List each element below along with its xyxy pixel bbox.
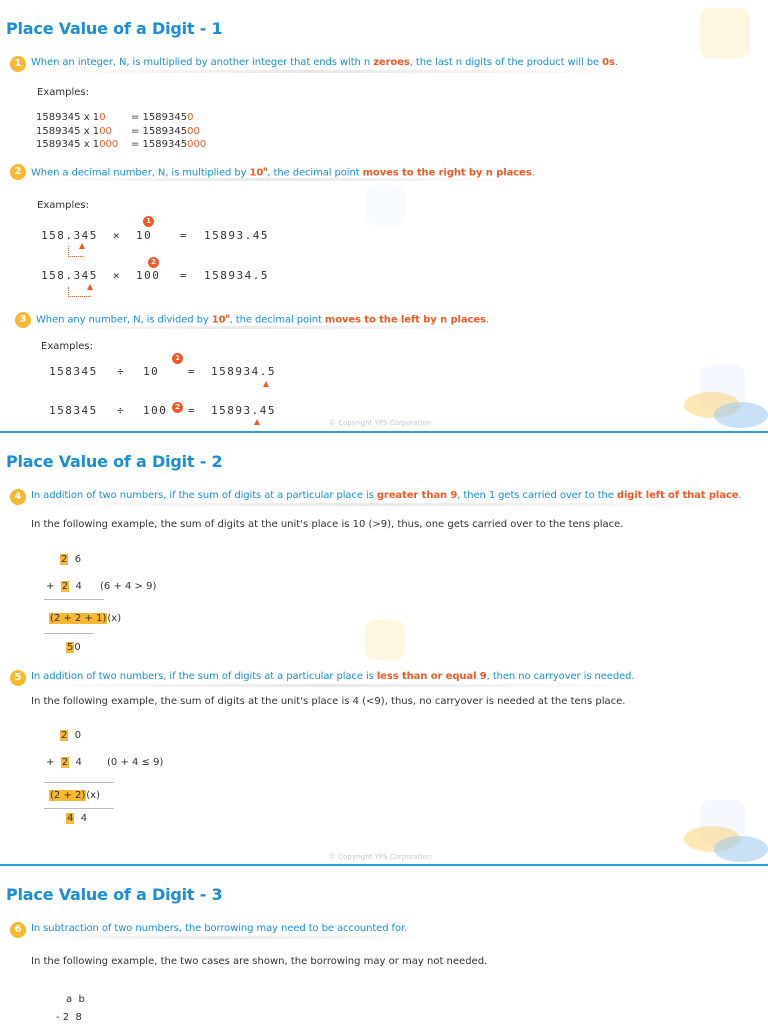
rule5-text (31, 671, 634, 682)
example-left: 1589345 x 1 (36, 112, 100, 123)
rule3-text-b: 10 (211, 314, 226, 326)
rule2-text-sup: n (263, 166, 268, 173)
section-divider (0, 864, 768, 866)
addend1 (60, 554, 81, 565)
rule4-text-c: , then 1 gets carried over to the (457, 490, 617, 501)
subtrahend: - 2 8 (56, 1012, 82, 1023)
rule5-description: In the following example, the sum of digits at the unit's place is 4 (<9), thus, no carryover is needed at the tens place. (31, 696, 626, 707)
result-tens: 5 (67, 642, 74, 653)
watermark-logo (365, 620, 405, 660)
mul-eq: = (180, 269, 189, 282)
rule3-text (36, 313, 489, 325)
rule6-text (31, 923, 407, 934)
example-right-zeros: 00 (187, 126, 200, 137)
examples3-label: Examples: (41, 341, 93, 352)
copyright-text: © Copyright YPS Corporation (329, 419, 432, 427)
watermark-ellipse (714, 402, 768, 428)
example-result (131, 126, 200, 137)
div-op: ÷ (117, 365, 126, 378)
section1-title: Place Value of a Digit - 1 (6, 19, 223, 38)
examples2-label: Examples: (37, 200, 89, 211)
addend2 (46, 581, 82, 592)
watermark-logo (365, 185, 405, 225)
addend1 (60, 730, 81, 741)
arrow-up-icon (87, 284, 93, 290)
units-digit: 4 (75, 581, 82, 592)
example-left-zeros: 000 (99, 139, 119, 150)
rule1-text-a: When an integer, N, is multiplied by another integer that ends with n (31, 57, 374, 68)
copyright-text: © Copyright YPS Corporation (329, 853, 432, 861)
rule3-underline (25, 326, 465, 329)
rule6-underline (20, 936, 415, 939)
rule4-text-a: In addition of two numbers, if the sum of digits at a particular place is (31, 490, 377, 501)
example-right: = 1589345 (131, 112, 188, 123)
rule2-text-c: , the decimal point (267, 167, 363, 179)
div-result: 15893.45 (211, 404, 276, 417)
mul-m: 100 (136, 269, 161, 282)
rule2-underline (20, 178, 510, 181)
sum-note: (6 + 4 > 9) (100, 581, 157, 592)
rule5-text-a: In addition of two numbers, if the sum of digits at a particular place is (31, 671, 377, 682)
div-result: 158934.5 (211, 365, 276, 378)
rule4-text (31, 490, 742, 501)
watermark-logo (700, 8, 750, 58)
rule6-text-a: In subtraction of two numbers, the borrowing may need to be accounted for. (31, 923, 408, 934)
rule4-text-d: digit left of that place (616, 490, 739, 501)
mul-n: 158.345 (41, 229, 98, 242)
mul-m: 10 (136, 229, 153, 242)
rule3-text-a: When any number, N, is divided by (36, 314, 212, 326)
example-left-zeros: 0 (99, 112, 106, 123)
arrow-up-icon (254, 419, 260, 425)
sum-result (66, 813, 87, 824)
rule5-text-c: , then no carryover is needed. (486, 671, 635, 682)
carry-x: (x) (86, 790, 100, 801)
example-line (36, 126, 112, 137)
sum-line (44, 599, 104, 600)
rule2-text-b: 10 (249, 167, 264, 179)
arrow-up-icon (263, 381, 269, 387)
example-right-zeros: 0 (187, 112, 194, 123)
example-right: = 1589345 (131, 139, 188, 150)
result-line (44, 633, 94, 634)
example-left: 1589345 x 1 (36, 126, 100, 137)
units-digit: 6 (74, 554, 82, 565)
carry-value: (2 + 2) (50, 790, 86, 801)
rule3-number: 3 (15, 312, 31, 328)
section2-title: Place Value of a Digit - 2 (6, 452, 223, 471)
rule1-text-e: . (614, 57, 618, 68)
example-right: = 1589345 (131, 126, 188, 137)
step-badge: 1 (172, 353, 183, 364)
div-n: 158345 (49, 365, 98, 378)
carry-x: (x) (107, 613, 122, 624)
rule2-text (31, 166, 535, 178)
example-result (131, 112, 193, 123)
mul-eq: = (180, 229, 189, 242)
tens-digit: 2 (61, 757, 69, 768)
mul-result: 15893.45 (204, 229, 269, 242)
example-right-zeros: 000 (187, 139, 207, 150)
div-n: 158345 (49, 404, 98, 417)
example-left: 1589345 x 1 (36, 139, 100, 150)
plus-sign: + (46, 581, 55, 592)
step-badge: 1 (143, 216, 154, 227)
step-badge: 2 (148, 257, 159, 268)
result-units: 0 (74, 642, 81, 653)
carry-expression (49, 790, 100, 801)
rule2-number: 2 (10, 164, 26, 180)
minuend: a b (66, 994, 85, 1005)
div-eq: = (188, 404, 197, 417)
units-digit: 0 (74, 730, 82, 741)
rule4-number: 4 (10, 489, 26, 505)
div-m: 100 (143, 404, 168, 417)
rule3-text-sup: n (225, 313, 230, 320)
rule4-underline (20, 503, 710, 506)
addend2 (46, 757, 82, 768)
sum-line (44, 782, 114, 783)
mul-op: × (113, 269, 122, 282)
example-result (131, 139, 206, 150)
examples-label: Examples: (37, 87, 89, 98)
rule3-text-e: . (485, 314, 489, 326)
rule1-text (31, 57, 618, 68)
section3-title: Place Value of a Digit - 3 (6, 885, 223, 904)
mul-n: 158.345 (41, 269, 98, 282)
rule5-number: 5 (10, 670, 26, 686)
rule6-description: In the following example, the two cases are shown, the borrowing may or may not needed. (31, 956, 488, 967)
step-badge: 2 (172, 402, 183, 413)
div-op: ÷ (117, 404, 126, 417)
sum-note: (0 + 4 ≤ 9) (107, 757, 164, 768)
carry-expression (49, 613, 121, 624)
tens-digit: 2 (61, 730, 68, 741)
rule4-text-e: . (738, 490, 742, 501)
rule2-text-a: When a decimal number, N, is multiplied by (31, 167, 250, 179)
rule2-text-e: . (531, 167, 535, 179)
rule1-text-d: 0s (602, 57, 615, 68)
watermark-ellipse (714, 836, 768, 862)
section-divider (0, 431, 768, 433)
rule1-number: 1 (10, 56, 26, 72)
rule5-underline (20, 684, 620, 687)
result-line (44, 808, 114, 809)
mul-op: × (113, 229, 122, 242)
sum-result (66, 642, 81, 653)
rule3-text-c: , the decimal point (229, 314, 325, 326)
plus-sign: + (46, 757, 55, 768)
rule2-text-d: moves to the right by n places (362, 167, 532, 179)
result-tens: 4 (67, 813, 74, 824)
tens-digit: 2 (61, 554, 68, 565)
arrow-up-icon (79, 243, 85, 249)
rule1-underline (20, 70, 610, 73)
carry-value: (2 + 2 + 1) (50, 613, 107, 624)
example-line (36, 139, 118, 150)
rule3-text-d: moves to the left by n places (324, 314, 486, 326)
rule4-text-b: greater than 9 (376, 490, 458, 501)
rule6-number: 6 (10, 922, 26, 938)
result-units: 4 (80, 813, 88, 824)
rule1-text-b: zeroes (373, 57, 410, 68)
units-digit: 4 (75, 757, 82, 768)
example-line (36, 112, 106, 123)
example-left-zeros: 00 (99, 126, 112, 137)
mul-result: 158934.5 (204, 269, 269, 282)
tens-digit: 2 (61, 581, 69, 592)
rule5-text-b: less than or equal 9 (376, 671, 487, 682)
div-eq: = (188, 365, 197, 378)
div-m: 10 (143, 365, 160, 378)
rule1-text-c: , the last n digits of the product will be (409, 57, 603, 68)
rule4-description: In the following example, the sum of digits at the unit's place is 10 (>9), thus, one gets carried over to the tens place. (31, 519, 624, 530)
